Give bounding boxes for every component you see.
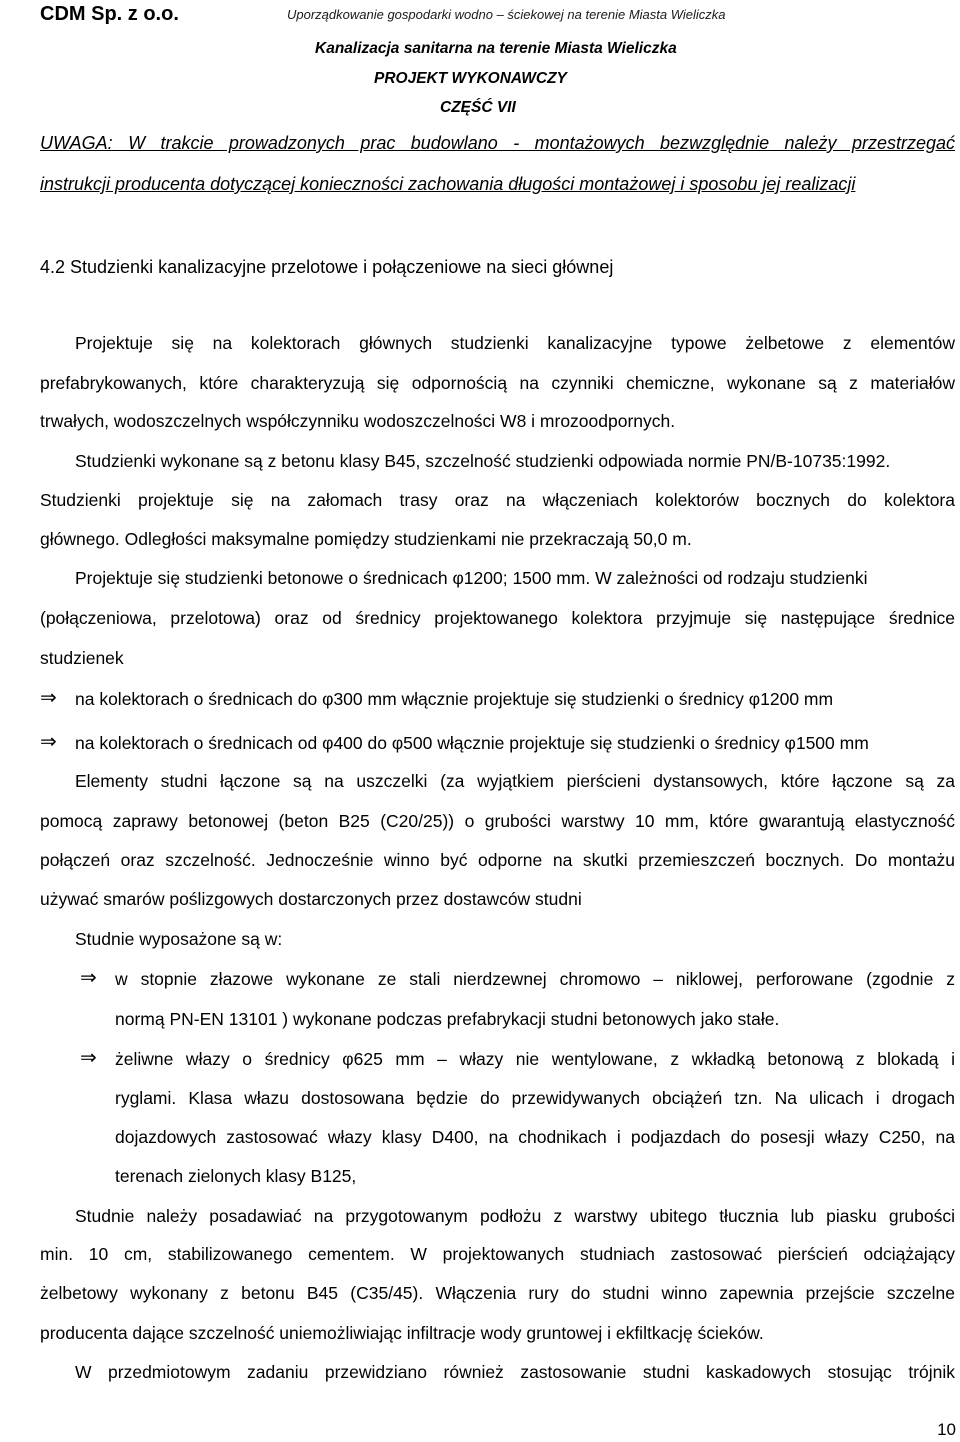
- paragraph-line: Studnie należy posadawiać na przygotowanym podłożu z warstwy ubitego tłucznia lub piasku grubości: [75, 1206, 955, 1226]
- paragraph-line: Studzienki projektuje się na załomach trasy oraz na włączeniach kolektorów bocznych do kolektora: [40, 490, 955, 510]
- paragraph-line: min. 10 cm, stabilizowanego cementem. W projektowanych studniach zastosować pierścień odciążający: [40, 1244, 955, 1264]
- arrow-bullet-icon: ⇒: [40, 731, 57, 753]
- project-title: Uporządkowanie gospodarki wodno – ściekowej na terenie Miasta Wieliczka: [287, 7, 726, 22]
- paragraph-line: W przedmiotowym zadaniu przewidziano również zastosowanie studni kaskadowych stosując trójnik: [75, 1362, 955, 1382]
- list-item: na kolektorach o średnicach od φ400 do φ500 włącznie projektuje się studzienki o średnicy φ1500 mm: [75, 733, 869, 753]
- arrow-bullet-icon: ⇒: [80, 967, 97, 989]
- list-item-continuation: ryglami. Klasa włazu dostosowana będzie do przewidywanych obciążeń tzn. Na ulicach i drogach: [115, 1088, 955, 1108]
- company-name: CDM Sp. z o.o.: [40, 3, 179, 25]
- paragraph-line: połączeń oraz szczelność. Jednocześnie winno być odporne na skutki przemieszczeń bocznych. Do montażu: [40, 850, 955, 870]
- list-item-continuation: dojazdowych zastosować włazy klasy D400, na chodnikach i podjazdach do posesji włazy C250, na: [115, 1127, 955, 1147]
- header-project-type: PROJEKT WYKONAWCZY: [374, 70, 567, 87]
- paragraph-line: Studnie wyposażone są w:: [75, 929, 283, 949]
- arrow-bullet-icon: ⇒: [40, 687, 57, 709]
- paragraph-line: (połączeniowa, przelotowa) oraz od średnicy projektowanego kolektora przyjmuje się następujące średnice: [40, 608, 955, 628]
- paragraph-line: studzienek: [40, 648, 124, 668]
- list-item: na kolektorach o średnicach do φ300 mm włącznie projektuje się studzienki o średnicy φ1200 mm: [75, 689, 834, 709]
- paragraph-line: głównego. Odległości maksymalne pomiędzy studzienkami nie przekraczają 50,0 m.: [40, 529, 692, 549]
- paragraph-line: Studzienki wykonane są z betonu klasy B45, szczelność studzienki odpowiada normie PN/B-10735:1992.: [75, 451, 891, 471]
- warning-line-2: instrukcji producenta dotyczącej konieczności zachowania długości montażowej i sposobu jej realizacji: [40, 174, 856, 194]
- warning-line-1: UWAGA: W trakcie prowadzonych prac budowlano - montażowych bezwzględnie należy przestrzegać: [40, 133, 955, 153]
- section-heading: 4.2 Studzienki kanalizacyjne przelotowe i połączeniowe na sieci głównej: [40, 257, 614, 277]
- list-item: w stopnie złazowe wykonane ze stali nierdzewnej chromowo – niklowej, perforowane (zgodnie z: [115, 969, 955, 989]
- paragraph-line: żelbetowy wykonany z betonu B45 (C35/45). Włączenia rury do studni winno zapewnia przejście szczelne: [40, 1283, 955, 1303]
- header-subtitle: Kanalizacja sanitarna na terenie Miasta Wieliczka: [315, 40, 677, 57]
- paragraph-line: trwałych, wodoszczelnych współczynniku wodoszczelności W8 i mrozoodpornych.: [40, 411, 676, 431]
- paragraph-line: prefabrykowanych, które charakteryzują się odpornością na czynniki chemiczne, wykonane są z materiałów: [40, 373, 955, 393]
- list-item-continuation: terenach zielonych klasy B125,: [115, 1166, 357, 1186]
- paragraph-line: Elementy studni łączone są na uszczelki (za wyjątkiem pierścieni dystansowych, które łączone są za: [75, 771, 955, 791]
- list-item: żeliwne włazy o średnicy φ625 mm – włazy nie wentylowane, z wkładką betonową z blokadą i: [115, 1049, 955, 1069]
- paragraph-line: Projektuje się studzienki betonowe o średnicach φ1200; 1500 mm. W zależności od rodzaju studzienki: [75, 568, 868, 588]
- paragraph-line: używać smarów poślizgowych dostarczonych przez dostawców studni: [40, 889, 582, 909]
- paragraph-line: pomocą zaprawy betonowej (beton B25 (C20/25)) o grubości warstwy 10 mm, które gwarantują elastyczność: [40, 811, 955, 831]
- paragraph-line: producenta dające szczelność uniemożliwiając infiltracje wody gruntowej i ekfiltkację ścieków.: [40, 1323, 764, 1343]
- page-number: 10: [937, 1420, 956, 1439]
- header-part: CZĘŚĆ VII: [440, 99, 516, 116]
- arrow-bullet-icon: ⇒: [80, 1047, 97, 1069]
- paragraph-line: Projektuje się na kolektorach głównych studzienki kanalizacyjne typowe żelbetowe z elementów: [75, 333, 955, 353]
- list-item-continuation: normą PN-EN 13101 ) wykonane podczas prefabrykacji studni betonowych jako stałe.: [115, 1009, 780, 1029]
